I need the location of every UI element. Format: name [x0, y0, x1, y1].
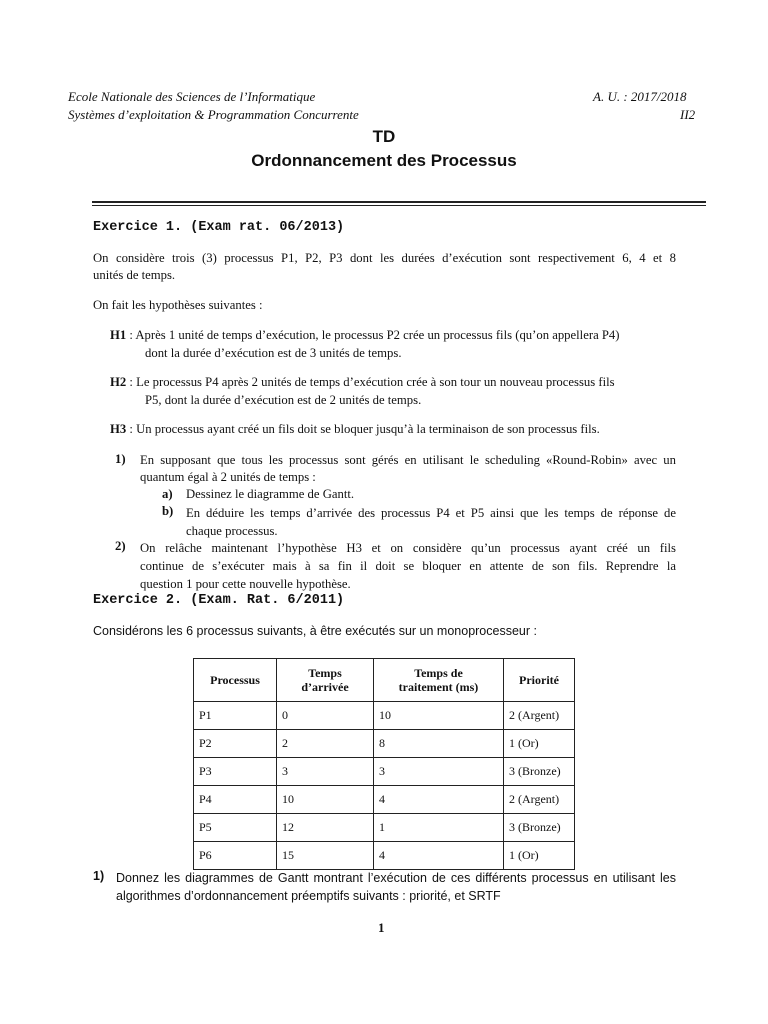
- h1-line-2: dont la durée d’exécution est de 3 unités de temps.: [145, 346, 402, 360]
- header-arrival-time: Temps d’arrivée: [277, 659, 374, 702]
- page-title: TD: [372, 127, 396, 146]
- intro-line-1: On considère trois (3) processus P1, P2, P3 dont les durées d’exécution sont respectivement 6, 4 et 8: [93, 251, 676, 265]
- hypothesis-h2: [110, 375, 615, 390]
- exercise-2-intro: Considérons les 6 processus suivants, à être exécutés sur un monoprocesseur :: [93, 624, 537, 638]
- q2-line-1: On relâche maintenant l’hypothèse H3 et on considère qu’un processus ayant créé un fils: [140, 541, 676, 555]
- h3-line-1: : Un processus ayant créé un fils doit se bloquer jusqu’à la terminaison de son processus fils.: [126, 422, 600, 436]
- header-processus: Processus: [194, 659, 277, 702]
- hypothesis-h1: [110, 328, 620, 343]
- question-1-number: 1): [115, 452, 126, 466]
- title-rule-thick: [92, 201, 706, 203]
- cell-priority: 3 (Bronze): [504, 758, 575, 786]
- cell-duration: 3: [374, 758, 504, 786]
- cell-arrival: 3: [277, 758, 374, 786]
- qb-line-2: chaque processus.: [186, 524, 278, 538]
- page-subtitle: Ordonnancement des Processus: [251, 151, 517, 170]
- h1-label: H1: [110, 328, 127, 342]
- header-processing-time: Temps de traitement (ms): [374, 659, 504, 702]
- q2-line-2: continue de s’exécuter mais à sa fin il doit se bloquer en attente de son fils. Reprendre la: [140, 559, 676, 573]
- q1-line-2: quantum égal à 2 unités de temps :: [140, 470, 316, 484]
- question-b: [186, 504, 676, 540]
- cell-process: P5: [194, 814, 277, 842]
- exercise-1-title: Exercice 1. (Exam rat. 06/2013): [93, 220, 345, 235]
- cell-process: P6: [194, 842, 277, 870]
- cell-arrival: 2: [277, 730, 374, 758]
- question-b-label: b): [162, 504, 174, 518]
- q2-line-3: question 1 pour cette nouvelle hypothèse.: [140, 577, 351, 591]
- h2-label: H2: [110, 375, 127, 389]
- table-row: [194, 702, 575, 730]
- cell-priority: 2 (Argent): [504, 786, 575, 814]
- course-name: Systèmes d’exploitation & Programmation Concurrente: [68, 107, 359, 122]
- page-number: 1: [378, 920, 385, 935]
- academic-year: A. U. : 2017/2018: [593, 89, 687, 104]
- h2-line-2: P5, dont la durée d’exécution est de 2 unités de temps.: [145, 393, 422, 407]
- cell-priority: 1 (Or): [504, 842, 575, 870]
- school-name: Ecole Nationale des Sciences de l’Informatique: [68, 89, 316, 104]
- ex2-q1-line-2: algorithmes d’ordonnancement préemptifs suivants : priorité, et SRTF: [116, 889, 501, 903]
- table-row: [194, 786, 575, 814]
- ex2-question-1-number: 1): [93, 869, 105, 883]
- cell-process: P3: [194, 758, 277, 786]
- cell-duration: 1: [374, 814, 504, 842]
- table-header-row: [194, 659, 575, 702]
- question-a-label: a): [162, 487, 173, 501]
- exercise-2-title: Exercice 2. (Exam. Rat. 6/2011): [93, 593, 345, 608]
- qb-line-1: En déduire les temps d’arrivée des processus P4 et P5 ainsi que les temps de réponse de: [186, 506, 676, 520]
- table-row: [194, 758, 575, 786]
- ex2-question-1: [116, 869, 676, 905]
- cell-duration: 4: [374, 842, 504, 870]
- q1-line-1: En supposant que tous les processus sont gérés en utilisant le scheduling «Round-Robin» avec un: [140, 453, 676, 467]
- ex2-q1-line-1: Donnez les diagrammes de Gantt montrant l’exécution de ces différents processus en utilisant les: [116, 871, 676, 885]
- cell-arrival: 0: [277, 702, 374, 730]
- cell-duration: 8: [374, 730, 504, 758]
- cell-duration: 4: [374, 786, 504, 814]
- process-table: [193, 658, 575, 870]
- table-row: [194, 842, 575, 870]
- cell-arrival: 10: [277, 786, 374, 814]
- hypotheses-intro: On fait les hypothèses suivantes :: [93, 298, 263, 312]
- cell-arrival: 15: [277, 842, 374, 870]
- question-a: Dessinez le diagramme de Gantt.: [186, 487, 355, 501]
- title-rule-thin: [92, 205, 706, 206]
- exercise-1-intro: [93, 251, 676, 284]
- hypothesis-h3: [110, 422, 600, 437]
- question-2: [140, 539, 676, 593]
- cell-priority: 2 (Argent): [504, 702, 575, 730]
- cell-priority: 3 (Bronze): [504, 814, 575, 842]
- cell-priority: 1 (Or): [504, 730, 575, 758]
- cell-duration: 10: [374, 702, 504, 730]
- h3-label: H3: [110, 422, 127, 436]
- class-name: II2: [680, 107, 696, 122]
- cell-arrival: 12: [277, 814, 374, 842]
- cell-process: P4: [194, 786, 277, 814]
- table-row: [194, 814, 575, 842]
- h2-line-1: : Le processus P4 après 2 unités de temps d’exécution crée à son tour un nouveau processus fils: [126, 375, 615, 389]
- cell-process: P2: [194, 730, 277, 758]
- question-2-number: 2): [115, 539, 126, 553]
- question-1: [140, 452, 676, 486]
- intro-line-2: unités de temps.: [93, 268, 176, 282]
- header-priority: Priorité: [504, 659, 575, 702]
- table-row: [194, 730, 575, 758]
- h1-line-1: : Après 1 unité de temps d’exécution, le processus P2 crée un processus fils (qu’on appellera P4): [126, 328, 620, 342]
- cell-process: P1: [194, 702, 277, 730]
